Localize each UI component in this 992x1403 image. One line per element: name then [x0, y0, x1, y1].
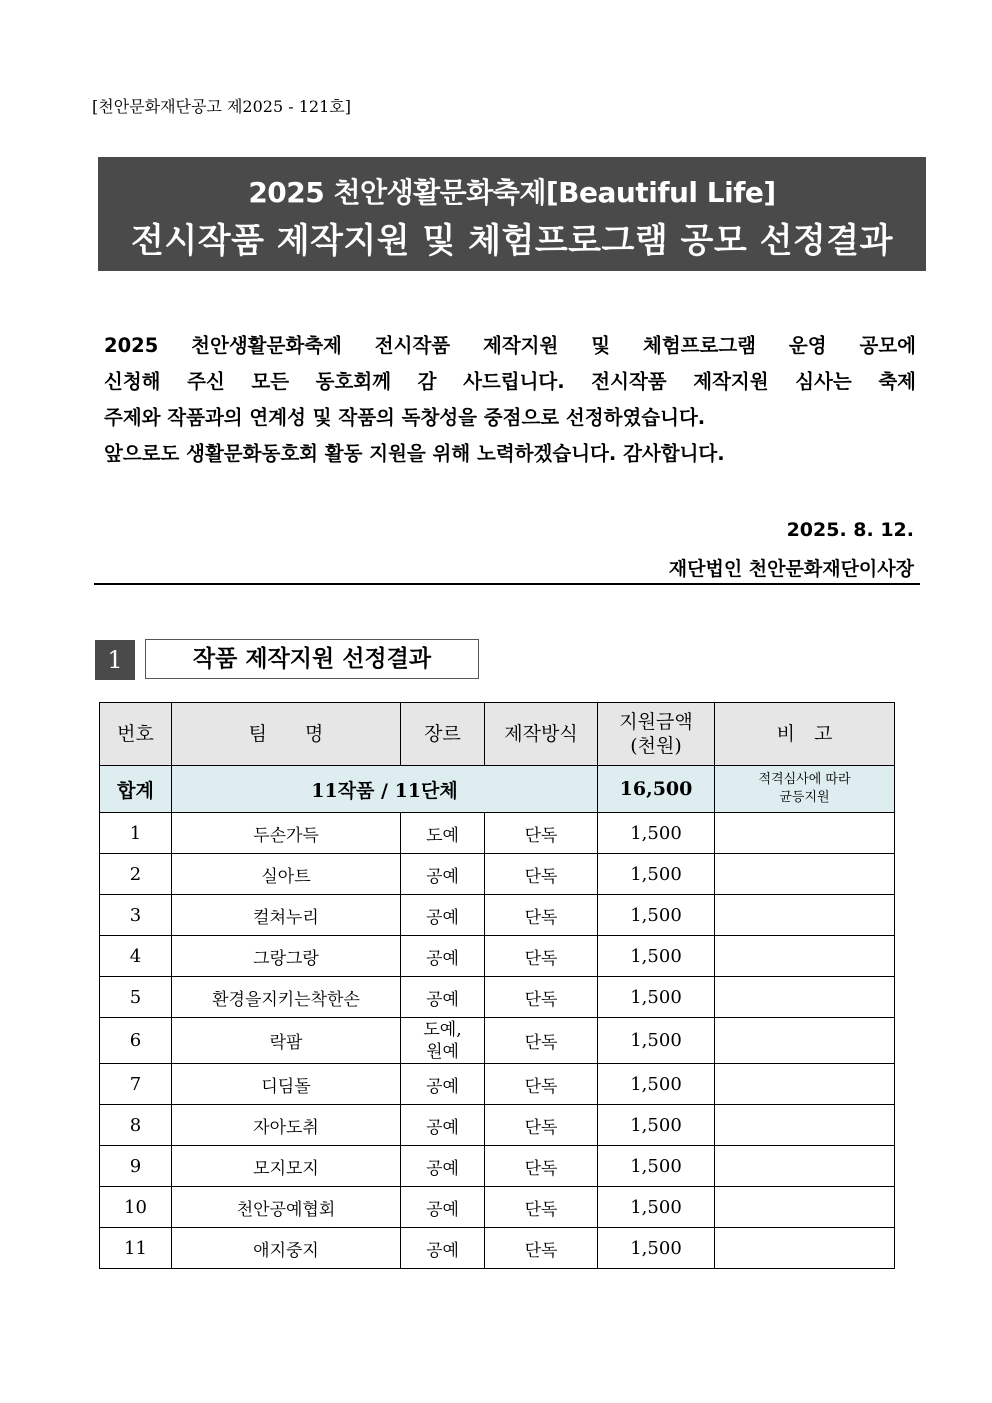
row-genre: 공예 [401, 1064, 485, 1105]
intro-line: 주제와 작품과의 연계성 및 작품의 독창성을 중점으로 선정하였습니다. [104, 406, 706, 429]
row-note [715, 895, 895, 936]
table-header-row [100, 703, 895, 766]
row-team: 그랑그랑 [172, 936, 401, 977]
title-banner [98, 157, 926, 271]
intro-line: 앞으로도 생활문화동호회 활동 지원을 위해 노력하겠습니다. 감사합니다. [104, 442, 725, 465]
row-note [715, 977, 895, 1018]
header-team: 팀 명 [172, 703, 401, 766]
row-amount: 1,500 [598, 1105, 715, 1146]
table-row [100, 1105, 895, 1146]
signature: 재단법인 천안문화재단이사장 [668, 558, 914, 580]
row-note [715, 813, 895, 854]
table-row [100, 1064, 895, 1105]
row-note [715, 1018, 895, 1064]
header-method: 제작방식 [485, 703, 598, 766]
row-team: 두손가득 [172, 813, 401, 854]
table-total-row [100, 766, 895, 813]
row-team: 디딤돌 [172, 1064, 401, 1105]
title-line-1: 2025 천안생활문화축제[Beautiful Life] [248, 176, 776, 209]
row-no: 7 [100, 1064, 172, 1105]
table-row [100, 1187, 895, 1228]
header-amount-line-2: (천원) [630, 735, 682, 757]
row-no: 8 [100, 1105, 172, 1146]
intro-paragraph [104, 328, 916, 472]
row-method: 단독 [485, 1228, 598, 1269]
row-genre-line-1: 도예, [423, 1019, 462, 1040]
row-note [715, 1146, 895, 1187]
row-genre: 공예 [401, 1228, 485, 1269]
row-team: 자아도취 [172, 1105, 401, 1146]
row-note [715, 1187, 895, 1228]
announcement-date: 2025. 8. 12. [786, 519, 914, 541]
row-genre: 도예 [401, 813, 485, 854]
total-amount: 16,500 [598, 766, 715, 813]
row-note [715, 1064, 895, 1105]
header-amount [598, 703, 715, 766]
total-note-line-1: 적격심사에 따라 [758, 772, 851, 787]
header-no: 번호 [100, 703, 172, 766]
table-row [100, 895, 895, 936]
total-label: 합계 [100, 766, 172, 813]
total-note [715, 766, 895, 813]
row-no: 11 [100, 1228, 172, 1269]
row-note [715, 1105, 895, 1146]
row-amount: 1,500 [598, 936, 715, 977]
header-note: 비 고 [715, 703, 895, 766]
row-team: 컬쳐누리 [172, 895, 401, 936]
header-amount-line-1: 지원금액 [619, 711, 693, 733]
row-amount: 1,500 [598, 1187, 715, 1228]
row-amount: 1,500 [598, 1146, 715, 1187]
row-method: 단독 [485, 854, 598, 895]
table-row [100, 1018, 895, 1064]
row-no: 3 [100, 895, 172, 936]
row-team: 실아트 [172, 854, 401, 895]
row-method: 단독 [485, 1064, 598, 1105]
intro-line: 신청해 주신 모든 동호회께 감 사드립니다. 전시작품 제작지원 심사는 축제 [104, 370, 916, 393]
row-method: 단독 [485, 895, 598, 936]
row-team: 락팜 [172, 1018, 401, 1064]
row-amount: 1,500 [598, 1018, 715, 1064]
row-team: 환경을지키는착한손 [172, 977, 401, 1018]
table-row [100, 854, 895, 895]
row-note [715, 936, 895, 977]
row-method: 단독 [485, 1105, 598, 1146]
row-method: 단독 [485, 1146, 598, 1187]
row-amount: 1,500 [598, 1228, 715, 1269]
total-summary: 11작품 / 11단체 [172, 766, 598, 813]
row-no: 9 [100, 1146, 172, 1187]
row-genre-line-2: 원예 [426, 1041, 459, 1062]
row-amount: 1,500 [598, 977, 715, 1018]
section-title: 작품 제작지원 선정결과 [145, 639, 479, 679]
row-note [715, 854, 895, 895]
row-method: 단독 [485, 936, 598, 977]
section-number: 1 [95, 640, 135, 680]
results-table [99, 702, 895, 1269]
row-no: 5 [100, 977, 172, 1018]
row-genre: 공예 [401, 1146, 485, 1187]
row-no: 4 [100, 936, 172, 977]
row-amount: 1,500 [598, 895, 715, 936]
divider [94, 583, 920, 585]
row-genre: 공예 [401, 936, 485, 977]
table-row [100, 1228, 895, 1269]
row-team: 천안공예협회 [172, 1187, 401, 1228]
row-no: 10 [100, 1187, 172, 1228]
row-genre [401, 1018, 485, 1064]
row-method: 단독 [485, 1018, 598, 1064]
total-note-line-2: 균등지원 [779, 790, 830, 805]
row-method: 단독 [485, 1187, 598, 1228]
row-team: 애지중지 [172, 1228, 401, 1269]
row-amount: 1,500 [598, 1064, 715, 1105]
row-genre: 공예 [401, 895, 485, 936]
table-row [100, 936, 895, 977]
row-no: 6 [100, 1018, 172, 1064]
header-genre: 장르 [401, 703, 485, 766]
table-row [100, 813, 895, 854]
row-genre: 공예 [401, 1105, 485, 1146]
row-team: 모지모지 [172, 1146, 401, 1187]
row-amount: 1,500 [598, 854, 715, 895]
row-method: 단독 [485, 977, 598, 1018]
notice-number: [천안문화재단공고 제2025 - 121호] [92, 97, 351, 116]
row-genre: 공예 [401, 854, 485, 895]
row-genre: 공예 [401, 977, 485, 1018]
row-no: 2 [100, 854, 172, 895]
table-row [100, 1146, 895, 1187]
row-no: 1 [100, 813, 172, 854]
row-method: 단독 [485, 813, 598, 854]
row-genre: 공예 [401, 1187, 485, 1228]
table-row [100, 977, 895, 1018]
intro-line: 2025 천안생활문화축제 전시작품 제작지원 및 체험프로그램 운영 공모에 [104, 334, 916, 357]
title-line-2: 전시작품 제작지원 및 체험프로그램 공모 선정결과 [131, 221, 893, 261]
row-amount: 1,500 [598, 813, 715, 854]
row-note [715, 1228, 895, 1269]
